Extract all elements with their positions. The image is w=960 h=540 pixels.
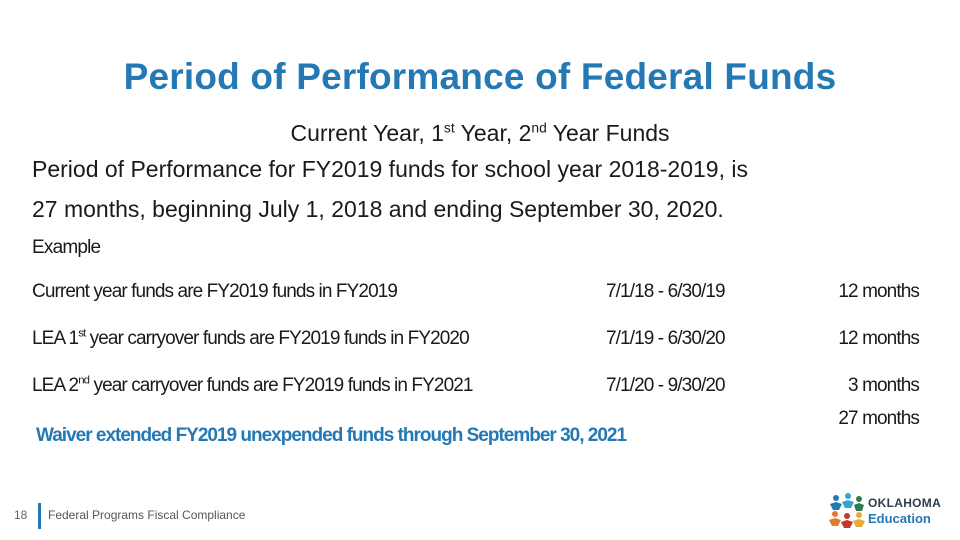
- waiver-note: Waiver extended FY2019 unexpended funds through September 30, 2021: [36, 425, 627, 446]
- logo-text-oklahoma: OKLAHOMA: [868, 496, 942, 510]
- row-description: [32, 328, 469, 350]
- row-months: 12 months: [838, 328, 919, 349]
- subheading-sup2: nd: [531, 120, 547, 136]
- subheading-part2: Year, 2: [454, 120, 532, 146]
- row-description-sup: st: [78, 327, 86, 340]
- row-description: [32, 375, 473, 397]
- row-dates: 7/1/20 - 9/30/20: [606, 375, 725, 396]
- subheading-part1: Current Year, 1: [290, 120, 444, 146]
- logo-text-education: Education: [868, 511, 931, 526]
- row-months: 3 months: [848, 375, 919, 396]
- row-description-post: year carryover funds are FY2019 funds in FY2020: [85, 328, 469, 349]
- paragraph-line-1: Period of Performance for FY2019 funds for school year 2018-2019, is: [32, 156, 748, 182]
- total-months: 27 months: [838, 408, 919, 429]
- paragraph-line-2: 27 months, beginning July 1, 2018 and ending September 30, 2020.: [32, 196, 724, 222]
- row-dates: 7/1/19 - 6/30/20: [606, 328, 725, 349]
- page-number: 18: [14, 508, 28, 522]
- page-title: Period of Performance of Federal Funds: [123, 56, 837, 97]
- row-description-sup: nd: [78, 374, 90, 387]
- row-description-post: year carryover funds are FY2019 funds in FY2021: [89, 375, 473, 396]
- example-label: Example: [32, 237, 101, 258]
- subheading-part3: Year Funds: [546, 120, 670, 146]
- row-description-pre: LEA 2: [32, 375, 79, 396]
- row-description: Current year funds are FY2019 funds in FY2019: [32, 281, 398, 302]
- row-description-pre: LEA 1: [32, 328, 79, 349]
- footer-divider: [38, 503, 41, 529]
- subheading: [0, 120, 960, 147]
- subheading-sup1: st: [443, 120, 455, 136]
- row-dates: 7/1/18 - 6/30/19: [606, 281, 725, 302]
- footer-text: Federal Programs Fiscal Compliance: [48, 508, 246, 522]
- row-months: 12 months: [838, 281, 919, 302]
- logo-figures-icon: [829, 493, 865, 528]
